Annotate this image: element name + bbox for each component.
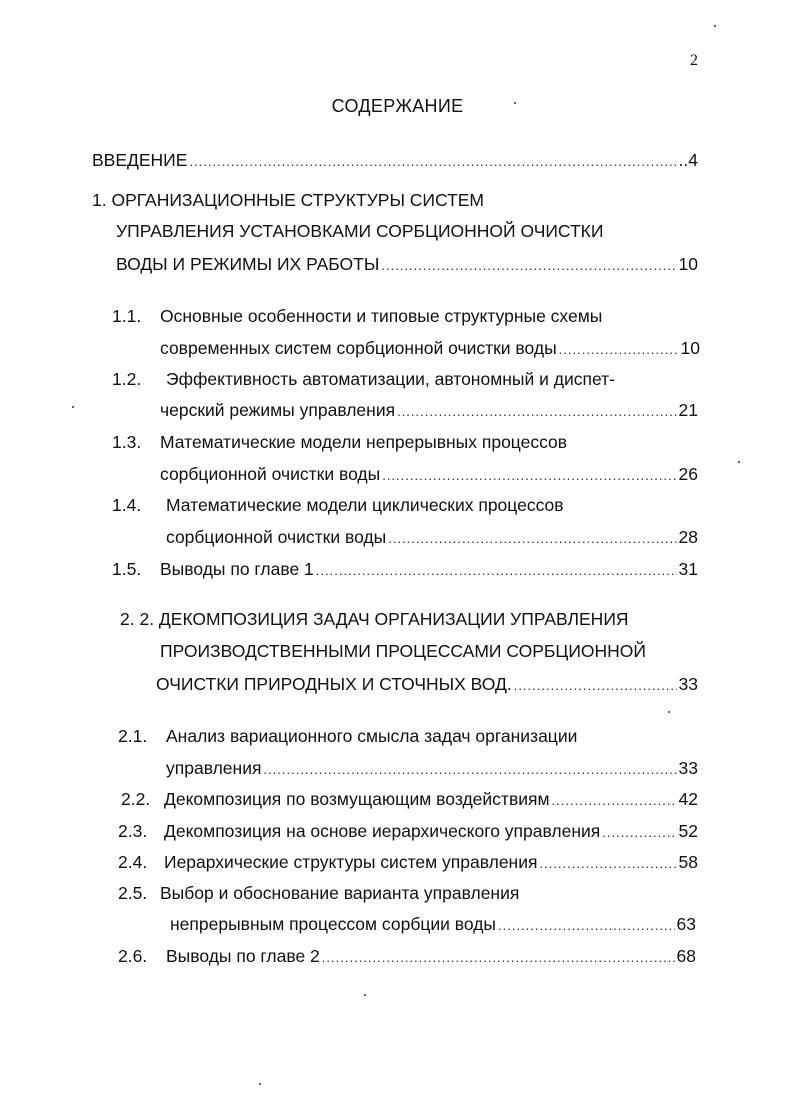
- dot-leader: [322, 947, 675, 969]
- page-title: СОДЕРЖАНИЕ: [331, 96, 464, 116]
- dot-leader: [602, 822, 676, 844]
- toc-entry-chapter-2[interactable]: [156, 673, 698, 697]
- toc-entry-label: современных систем сорбционной очистки воды: [160, 338, 557, 358]
- scan-speck: [364, 994, 366, 996]
- toc-entry-label: Выводы по главе 1: [160, 559, 314, 579]
- dot-leader: [498, 915, 675, 937]
- section-number: 1.5.: [112, 559, 142, 579]
- toc-entry-label: Декомпозиция по возмущающим воздействиям: [164, 789, 550, 809]
- section-number: 1.4.: [112, 495, 142, 515]
- toc-page-number: 10: [680, 338, 700, 358]
- chapter-2-title-line[interactable]: 2. 2. ДЕКОМПОЗИЦИЯ ЗАДАЧ ОРГАНИЗАЦИИ УПРАВЛЕНИЯ: [120, 609, 629, 629]
- toc-entry-label: ОЧИСТКИ ПРИРОДНЫХ И СТОЧНЫХ ВОД.: [156, 674, 512, 694]
- toc-entry-intro[interactable]: [92, 149, 698, 173]
- dot-leader: [397, 401, 676, 423]
- toc-page-number: 52: [678, 821, 698, 841]
- toc-entry-2-1[interactable]: [166, 757, 698, 781]
- toc-page-number: 26: [678, 464, 698, 484]
- dot-leader: [539, 853, 676, 875]
- dot-leader: [559, 339, 679, 361]
- toc-entry-label: сорбционной очистки воды: [166, 527, 387, 547]
- dot-leader: [263, 759, 676, 781]
- section-number: 1.2.: [112, 369, 142, 389]
- dot-leader: [382, 465, 676, 487]
- toc-entry-label: черский режимы управления: [160, 400, 396, 420]
- toc-page-number: 28: [678, 527, 698, 547]
- section-number: 2.5.: [118, 883, 148, 903]
- scan-speck: [72, 406, 74, 408]
- scan-speck: [668, 711, 670, 713]
- scan-speck: [738, 461, 740, 463]
- scan-speck: [714, 25, 716, 27]
- toc-entry-2-2[interactable]: [164, 788, 698, 812]
- toc-entry-label[interactable]: Математические модели непрерывных процессов: [160, 432, 568, 452]
- section-number: 1.3.: [112, 432, 142, 452]
- chapter-1-title-line[interactable]: 1. ОРГАНИЗАЦИОННЫЕ СТРУКТУРЫ СИСТЕМ: [92, 190, 485, 210]
- chapter-1-title-line[interactable]: УПРАВЛЕНИЯ УСТАНОВКАМИ СОРБЦИОННОЙ ОЧИСТКИ: [116, 221, 604, 241]
- toc-page-number: 42: [678, 789, 698, 809]
- dot-leader: [381, 255, 676, 277]
- toc-entry-1-2[interactable]: [160, 399, 698, 423]
- toc-page-number: 31: [678, 559, 698, 579]
- toc-entry-2-6[interactable]: [166, 945, 696, 969]
- toc-page-number: 21: [678, 400, 698, 420]
- toc-page-number: 33: [678, 758, 698, 778]
- toc-entry-2-5[interactable]: [170, 913, 696, 937]
- toc-entry-label: Иерархические структуры систем управления: [164, 852, 538, 872]
- toc-entry-label: ВОДЫ И РЕЖИМЫ ИХ РАБОТЫ: [116, 254, 380, 274]
- toc-entry-label: Декомпозиция на основе иерархического управления: [164, 821, 601, 841]
- toc-entry-1-1[interactable]: [160, 337, 700, 361]
- dot-leader: [316, 560, 677, 582]
- section-number: 2.3.: [118, 821, 148, 841]
- page-number: 2: [690, 52, 698, 69]
- chapter-2-title-line[interactable]: ПРОИЗВОДСТВЕННЫМИ ПРОЦЕССАМИ СОРБЦИОННОЙ: [160, 641, 646, 661]
- toc-entry-1-3[interactable]: [160, 463, 698, 487]
- section-number: 2.1.: [118, 726, 148, 746]
- toc-entry-label[interactable]: Анализ вариационного смысла задач организации: [166, 726, 578, 746]
- toc-page-number: 68: [676, 946, 696, 966]
- toc-page-number: 10: [678, 254, 698, 274]
- toc-page-number: 63: [676, 914, 696, 934]
- toc-entry-label[interactable]: Математические модели циклических процессов: [166, 495, 564, 515]
- toc-entry-label: ВВЕДЕНИЕ: [92, 150, 188, 170]
- section-number: 1.1.: [112, 306, 142, 326]
- toc-entry-2-4[interactable]: [164, 851, 698, 875]
- toc-entry-label[interactable]: Эффективность автоматизации, автономный и диспет-: [166, 369, 615, 389]
- dot-leader: [552, 790, 677, 812]
- toc-entry-label[interactable]: Основные особенности и типовые структурные схемы: [160, 306, 603, 326]
- section-number: 2.4.: [118, 852, 148, 872]
- toc-entry-2-3[interactable]: [164, 820, 698, 844]
- toc-entry-chapter-1[interactable]: [116, 253, 698, 277]
- toc-entry-1-4[interactable]: [166, 526, 698, 550]
- section-number: 2.2.: [121, 789, 151, 809]
- toc-entry-label: Выводы по главе 2: [166, 946, 320, 966]
- section-number: 2.6.: [118, 946, 148, 966]
- toc-page-number: 33: [678, 674, 698, 694]
- toc-entry-label: управления: [166, 758, 262, 778]
- toc-entry-1-5[interactable]: [160, 558, 698, 582]
- toc-page-number: 58: [678, 852, 698, 872]
- dot-leader: [514, 675, 677, 697]
- scan-speck: [514, 102, 516, 104]
- toc-page-number: ..4: [678, 150, 698, 170]
- toc-entry-label: непрерывным процессом сорбции воды: [170, 914, 497, 934]
- dot-leader: [189, 151, 676, 173]
- toc-entry-label[interactable]: Выбор и обоснование варианта управления: [160, 883, 520, 903]
- dot-leader: [388, 528, 676, 550]
- scan-speck: [259, 1083, 261, 1085]
- toc-entry-label: сорбционной очистки воды: [160, 464, 381, 484]
